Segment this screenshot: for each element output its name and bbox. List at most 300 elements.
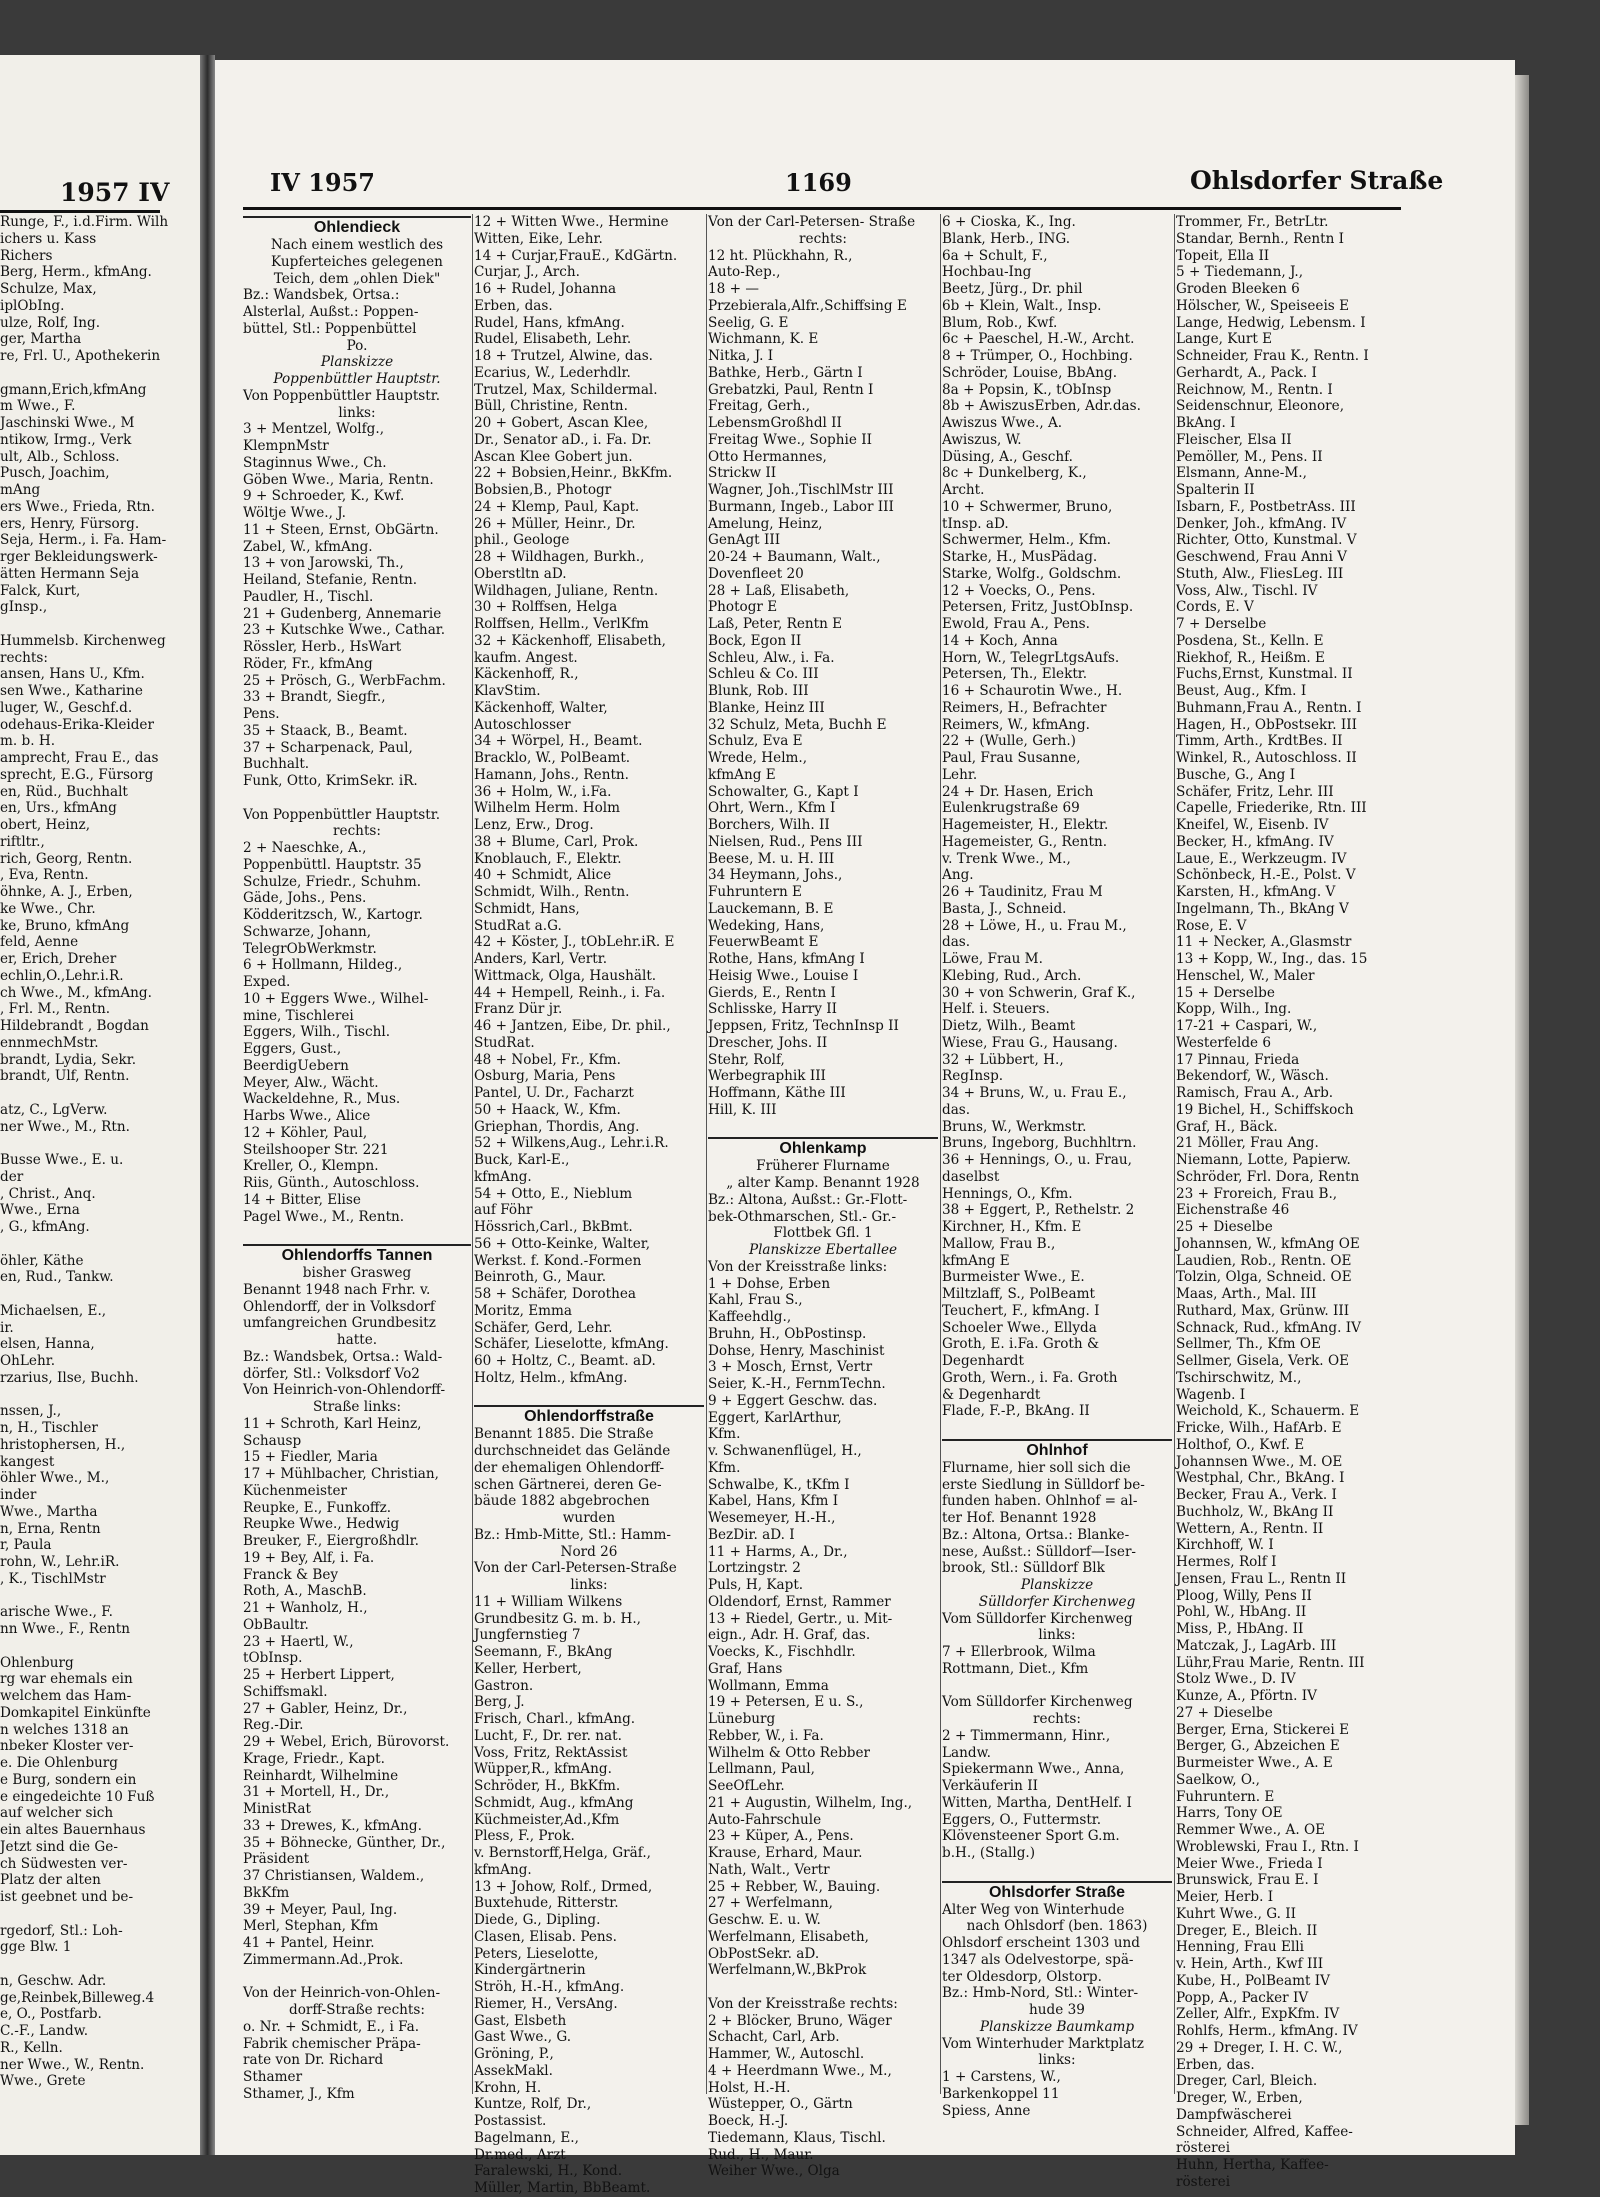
directory-entry-line: Reichnow, M., Rentn. I	[1176, 381, 1333, 398]
directory-entry-line: Johannsen, W., kfmAng OE	[1176, 1235, 1360, 1252]
directory-entry-line: 11 + Steen, Ernst, ObGärtn.	[243, 521, 439, 538]
directory-entry-line: Rose, E. V	[1176, 917, 1247, 934]
directory-entry-line: 23 + Froreich, Frau B.,	[1176, 1185, 1338, 1202]
directory-entry-line: Wollmann, Emma	[708, 1677, 829, 1694]
directory-entry-line: Groth, Wern., i. Fa. Groth	[942, 1369, 1118, 1386]
directory-entry-line: ObBaultr.	[243, 1616, 309, 1633]
directory-entry-line: Voss, Alw., Tischl. IV	[1176, 582, 1318, 599]
directory-entry-line: Hammer, W., Autoschl.	[708, 2046, 865, 2062]
directory-entry-line: Geschw. E. u. W.	[708, 1912, 821, 1928]
directory-entry-line: rösterei	[1176, 2173, 1231, 2190]
directory-entry-line: Stuth, Alw., FliesLeg. III	[1176, 565, 1344, 582]
street-note-line: Nach einem westlich des	[270, 237, 444, 253]
directory-entry-line: das.	[942, 1101, 971, 1118]
directory-entry-line: Dovenfleet 20	[708, 565, 804, 582]
directory-entry-line: 37 Christiansen, Waldem.,	[243, 1868, 425, 1884]
directory-entry-line: Staginnus Wwe., Ch.	[243, 454, 387, 471]
directory-entry-line: das.	[942, 934, 971, 951]
directory-entry-line: 4 + Heerdmann Wwe., M.,	[708, 2062, 892, 2079]
directory-entry-line: 33 + Brandt, Siegfr.,	[243, 689, 386, 706]
directory-entry-line: Ströh, H.-H., kfmAng.	[474, 1979, 625, 1995]
directory-entry-line: Holthof, O., Kwf. E	[1176, 1436, 1305, 1453]
directory-entry-line: Wüpper,R., kfmAng.	[474, 1761, 612, 1778]
directory-entry-line: Wagenb. I	[1176, 1386, 1246, 1403]
directory-entry-line: 40 + Schmidt, Alice	[474, 867, 612, 884]
directory-entry-line: re, Frl. U., Apothekerin	[0, 348, 161, 364]
directory-entry-line: ger, Martha	[0, 331, 82, 348]
street-note-line: rechts:	[1033, 1711, 1081, 1727]
directory-entry-line: ein altes Bauernhaus	[0, 1822, 146, 1838]
directory-entry-line: arische Wwe., F.	[0, 1604, 113, 1621]
directory-entry-line: 10 + Schwermer, Bruno,	[942, 498, 1113, 515]
directory-entry-line: Schwalbe, K., tKfm I	[708, 1476, 850, 1493]
directory-entry-line: Graf, H., Bäck.	[1176, 1118, 1278, 1135]
directory-entry-line: Schleu, Alw., i. Fa.	[708, 649, 835, 666]
directory-entry-line: nese, Außst.: Sülldorf—Iser-	[942, 1543, 1137, 1560]
directory-entry-line: Wackeldehne, R., Mus.	[243, 1091, 401, 1108]
page-street-header: Ohlsdorfer Straße	[1190, 166, 1444, 195]
directory-entry-line: Geschwend, Frau Anni V	[1176, 549, 1347, 565]
directory-entry-line: Ohrt, Wern., Kfm I	[708, 800, 836, 817]
directory-entry-line: 17 + Mühlbacher, Christian,	[243, 1466, 439, 1482]
directory-entry-line: StudRat a.G.	[474, 917, 562, 934]
directory-entry-line: Lellmann, Paul,	[708, 1761, 815, 1778]
directory-entry-line: elsen, Hanna,	[0, 1336, 95, 1353]
directory-entry-line: 13 + Riedel, Gertr., u. Mit-	[708, 1610, 893, 1627]
directory-entry-line: v. Trenk Wwe., M.,	[942, 850, 1071, 867]
directory-entry-line: 44 + Hempell, Reinh., i. Fa.	[474, 984, 666, 1001]
directory-entry-line: Schulze, Friedr., Schuhm.	[243, 873, 422, 890]
directory-entry-line: sen Wwe., Katharine	[0, 683, 143, 699]
directory-entry-line: ke Wwe., Chr.	[0, 900, 96, 917]
directory-entry-line: Burmeister Wwe., A. E	[1176, 1755, 1333, 1771]
directory-entry-line: Lange, Hedwig, Lebensm. I	[1176, 314, 1366, 331]
directory-entry-line: Ecarius, W., Lederhdlr.	[474, 364, 631, 381]
directory-entry-line: 20-24 + Baumann, Walt.,	[708, 549, 881, 565]
directory-entry-line: 11 + Schroth, Karl Heinz,	[243, 1415, 422, 1432]
directory-entry-line: mine, Tischlerei	[243, 1007, 354, 1024]
directory-entry-line: Blank, Herb., ING.	[942, 230, 1071, 247]
directory-entry-line: Pens.	[243, 706, 280, 722]
directory-entry-line: & Degenhardt	[942, 1386, 1041, 1403]
directory-entry-line: Jensen, Frau L., Rentn II	[1176, 1570, 1347, 1587]
directory-entry-line: BkAng. I	[1176, 415, 1236, 431]
directory-entry-line: TelegrObWerkmstr.	[243, 940, 377, 957]
directory-entry-line: Fricke, Wilh., HafArb. E	[1176, 1420, 1342, 1436]
directory-entry-line: Reimers, W., kfmAng.	[942, 716, 1090, 733]
column-divider	[1174, 214, 1175, 2094]
directory-entry-line: der ehemaligen Ohlendorff-	[474, 1459, 665, 1476]
directory-entry-line: kfmAng E	[942, 1252, 1010, 1269]
directory-entry-line: 37 + Scharpenack, Paul,	[243, 739, 413, 756]
directory-entry-line: Oldendorf, Ernst, Rammer	[708, 1593, 891, 1610]
directory-entry-line: 28 + Löwe, H., u. Frau M.,	[942, 917, 1127, 934]
directory-entry-line: Grundbesitz G. m. b. H.,	[474, 1610, 641, 1627]
directory-entry-line: Breuker, F., Eiergroßhdlr.	[243, 1533, 419, 1549]
directory-entry-line: Reinhardt, Wilhelmine	[243, 1767, 399, 1784]
directory-entry-line	[942, 1420, 1172, 1437]
directory-entry-line	[243, 1225, 471, 1242]
directory-entry-line: Isbarn, F., PostbetrAss. III	[1176, 498, 1356, 515]
directory-entry-line: 19 + Bey, Alf, i. Fa.	[243, 1549, 375, 1566]
directory-entry-line: schen Gärtnerei, deren Ge-	[474, 1476, 662, 1493]
directory-entry-line: Hagen, H., ObPostsekr. III	[1176, 716, 1357, 733]
directory-entry-line: Meyer, Alw., Wächt.	[243, 1074, 379, 1091]
directory-entry-line: funden haben. Ohlnhof = al-	[942, 1493, 1138, 1510]
directory-entry-line: bek-Othmarschen, Stl.- Gr.-	[708, 1208, 897, 1225]
directory-entry-line: Sellmer, Th., Kfm OE	[1176, 1336, 1321, 1353]
directory-entry-line: 34 + Bruns, W., u. Frau E.,	[942, 1085, 1127, 1101]
directory-entry-line: 13 + von Jarowski, Th.,	[243, 555, 404, 572]
directory-column-2	[474, 214, 704, 2196]
directory-entry-line: 56 + Otto-Keinke, Walter,	[474, 1235, 651, 1252]
directory-entry-line: Keller, Herbert,	[474, 1660, 582, 1677]
directory-entry-line: Popp, A., Packer IV	[1176, 1989, 1309, 2006]
directory-entry-line: Gierds, E., Rentn I	[708, 984, 836, 1001]
directory-entry-line: 6 + Cioska, K., Ing.	[942, 214, 1076, 230]
street-section-heading: Ohlendieck	[243, 216, 471, 237]
directory-entry-line: e, O., Postfarb.	[0, 2006, 102, 2023]
directory-entry-line: Fuchs,Ernst, Kunstmal. II	[1176, 666, 1353, 683]
directory-entry-line: Laß, Peter, Rentn E	[708, 616, 843, 632]
directory-entry-line: Tschirschwitz, M.,	[1176, 1369, 1302, 1386]
directory-entry-line: Sthamer, J., Kfm	[243, 2085, 355, 2102]
directory-entry-line: RegInsp.	[942, 1068, 1004, 1085]
directory-entry-line: BezDir. aD. I	[708, 1526, 795, 1543]
directory-entry-line: 46 + Jantzen, Eibe, Dr. phil.,	[474, 1018, 671, 1034]
directory-entry-line: Meier Wwe., Frieda I	[1176, 1855, 1323, 1872]
directory-entry-line	[0, 1387, 188, 1404]
directory-entry-line: Busse Wwe., E. u.	[0, 1152, 124, 1168]
directory-entry-line: 18 + —	[708, 281, 759, 297]
directory-entry-line: 16 + Rudel, Johanna	[474, 281, 617, 297]
directory-entry-line: Bz.: Hmb-Nord, Stl.: Winter-	[942, 1985, 1139, 2002]
directory-entry-line: Seelig, G. E	[708, 314, 789, 331]
directory-entry-line: Fabrik chemischer Präpa-	[243, 2035, 421, 2052]
directory-entry-line: en, Rud., Tankw.	[0, 1269, 114, 1286]
directory-entry-line: Göben Wwe., Maria, Rentn.	[243, 471, 434, 488]
directory-entry-line: Wagner, Joh.,TischlMstr III	[708, 482, 894, 498]
directory-entry-line: Standar, Bernh., Rentn I	[1176, 230, 1345, 247]
directory-entry-line: rich, Georg, Rentn.	[0, 850, 133, 867]
directory-entry-line: Topeit, Ella II	[1176, 247, 1270, 264]
directory-entry-line: Benannt 1885. Die Straße	[474, 1426, 654, 1443]
directory-entry-line: Otto Hermannes,	[708, 448, 827, 465]
directory-entry-line: Schröder, Louise, BbAng.	[942, 364, 1118, 381]
directory-entry-line: Strickw II	[708, 465, 777, 482]
directory-entry-line: n, Erna, Rentn	[0, 1520, 101, 1537]
directory-entry-line: 2 + Naeschke, A.,	[243, 840, 367, 856]
directory-entry-line: 13 + Kopp, W., Ing., das. 15	[1176, 951, 1368, 967]
directory-entry-line: Rössler, Herb., HsWart	[243, 639, 402, 655]
directory-entry-line: Blum, Rob., Kwf.	[942, 314, 1058, 331]
directory-entry-line: Rolffsen, Hellm., VerlKfm	[474, 616, 649, 632]
directory-entry-line: atz, C., LgVerw.	[0, 1101, 108, 1118]
directory-entry-line: Kuhrt Wwe., G. II	[1176, 1905, 1297, 1922]
directory-entry-line: Bruhn, H., ObPostinsp.	[708, 1325, 867, 1342]
street-note-line: rechts:	[799, 230, 847, 247]
directory-entry-line: Kaffeehdlg.,	[708, 1309, 792, 1325]
directory-entry-line	[243, 790, 471, 807]
directory-entry-line: rechts:	[0, 649, 48, 666]
directory-entry-line: 25 + Prösch, G., WerbFachm.	[243, 672, 446, 689]
directory-entry-line: 12 + Witten Wwe., Hermine	[474, 214, 669, 230]
directory-entry-line: Domkapitel Einkünfte	[0, 1704, 151, 1721]
directory-entry-line: Maas, Arth., Mal. III	[1176, 1286, 1317, 1302]
directory-entry-line: 34 Heymann, Johs.,	[708, 867, 843, 884]
directory-entry-line: 1 + Dohse, Erben	[708, 1275, 831, 1292]
directory-entry-line: 20 + Gobert, Ascan Klee,	[474, 415, 649, 431]
directory-entry-line	[0, 1906, 188, 1923]
directory-entry-line: phil., Geologe	[474, 532, 570, 549]
directory-entry-line: rate von Dr. Richard	[243, 2052, 384, 2069]
directory-entry-line: brook, Stl.: Sülldorf Blk	[942, 1560, 1105, 1577]
directory-entry-line: Heisig Wwe., Louise I	[708, 967, 859, 984]
directory-entry-line: 25 + Herbert Lippert,	[243, 1667, 395, 1683]
directory-entry-line: Berg, Herm., kfmAng.	[0, 264, 152, 281]
directory-entry-line: Wichmann, K. E	[708, 331, 819, 348]
directory-entry-line: 30 + von Schwerin, Graf K.,	[942, 984, 1136, 1001]
directory-entry-line: Wildhagen, Juliane, Rentn.	[474, 582, 659, 599]
directory-entry-line: Kuntze, Rolf, Dr.,	[474, 2096, 592, 2113]
directory-entry-line: e. Die Ohlenburg	[0, 1755, 119, 1771]
directory-entry-line: SeeOfLehr.	[708, 1778, 785, 1794]
directory-entry-line: OhLehr.	[0, 1353, 56, 1369]
directory-entry-line	[0, 1286, 188, 1303]
directory-entry-line: v. Hein, Arth., Kwf III	[1176, 1956, 1324, 1972]
directory-entry-line: Horn, W., TelegrLtgsAufs.	[942, 649, 1120, 666]
directory-entry-line: 14 + Koch, Anna	[942, 632, 1058, 649]
directory-entry-line: Hummelsb. Kirchenweg	[0, 632, 166, 649]
directory-entry-line: Curjar, J., Arch.	[474, 264, 580, 281]
street-section-heading: Ohlnhof	[942, 1439, 1172, 1460]
directory-entry-line: Pohl, W., HbAng. II	[1176, 1604, 1307, 1621]
directory-entry-line: Dreger, Carl, Bleich.	[1176, 2073, 1318, 2090]
directory-entry-line: Heiland, Stefanie, Rentn.	[243, 572, 418, 588]
directory-entry-line: 11 + Necker, A.,Glasmstr	[1176, 934, 1352, 951]
directory-entry-line: Schwarze, Johann,	[243, 923, 372, 940]
directory-entry-line: Ruthard, Max, Grünw. III	[1176, 1302, 1350, 1319]
directory-column-5	[1176, 214, 1404, 2190]
directory-column-3	[708, 214, 938, 2180]
directory-entry-line: Klövensteener Sport G.m.	[942, 1828, 1120, 1845]
page-edge	[1515, 75, 1529, 2125]
directory-entry-line: Wedeking, Hans,	[708, 917, 825, 934]
directory-entry-line: dörfer, Stl.: Volksdorf Vo2	[243, 1365, 420, 1382]
directory-column-1	[243, 214, 471, 2114]
directory-entry-line: 8c + Dunkelberg, K.,	[942, 465, 1087, 482]
directory-entry-line: Kirchhoff, W. I	[1176, 1537, 1274, 1554]
directory-entry-line: Dr.med., Arzt	[474, 2146, 566, 2163]
directory-entry-line: Buchhalt.	[243, 756, 310, 773]
directory-entry-line: e eingedeichte 10 Fuß	[0, 1788, 155, 1805]
directory-entry-line: Schäfer, Lieselotte, kfmAng.	[474, 1336, 669, 1353]
directory-entry-line: öhler Wwe., M.,	[0, 1470, 110, 1487]
directory-entry-line: rohn, W., Lehr.iR.	[0, 1554, 120, 1570]
planskizze-note: Planskizze	[1020, 1577, 1094, 1593]
directory-entry-line: Lühr,Frau Marie, Rentn. III	[1176, 1654, 1365, 1671]
directory-entry-line: 52 + Wilkens,Aug., Lehr.i.R.	[474, 1135, 669, 1152]
directory-entry-line: Seja, Herm., i. Fa. Ham-	[0, 532, 167, 549]
directory-entry-line: Spiess, Anne	[942, 2102, 1031, 2119]
directory-entry-line: Eggers, Gust.,	[243, 1041, 342, 1057]
directory-entry-line: Ohlendorff, der in Volksdorf	[243, 1298, 435, 1315]
directory-entry-line: Henschel, W., Maler	[1176, 967, 1315, 984]
street-note-line: links:	[338, 404, 376, 421]
directory-entry-line: Krause, Erhard, Maur.	[708, 1845, 863, 1861]
directory-entry-line: Landw.	[942, 1744, 991, 1761]
directory-entry-line: rgedorf, Stl.: Loh-	[0, 1922, 123, 1939]
directory-entry-line: StudRat.	[474, 1034, 535, 1051]
directory-entry-line: Kneifel, W., Eisenb. IV	[1176, 817, 1329, 833]
directory-entry-line: Wesemeyer, H.-H.,	[708, 1510, 836, 1526]
directory-entry-line: Trommer, Fr., BetrLtr.	[1176, 214, 1329, 230]
directory-entry-line: Przebierala,Alfr.,Schiffsing E	[708, 297, 907, 314]
directory-entry-line: Pemöller, M., Pens. II	[1176, 448, 1323, 465]
directory-entry-line	[0, 1588, 188, 1605]
directory-entry-line: 34 + Wörpel, H., Beamt.	[474, 733, 643, 750]
directory-entry-line: Von der Carl-Petersen- Straße	[708, 214, 916, 230]
directory-entry-line: 29 + Webel, Erich, Bürovorst.	[243, 1734, 450, 1750]
directory-entry-line: Michaelsen, E.,	[0, 1302, 107, 1319]
directory-entry-line: Awiszus Wwe., A.	[942, 415, 1063, 431]
directory-entry-line: Beetz, Jürg., Dr. phil	[942, 281, 1083, 297]
directory-entry-line: Dietz, Wilh., Beamt	[942, 1018, 1076, 1034]
directory-entry-line: Von der Heinrich-von-Ohlen-	[243, 1985, 441, 2002]
directory-entry-line: v. Bernstorff,Helga, Gräf.,	[474, 1845, 651, 1861]
directory-entry-line: Weichold, K., Schauerm. E	[1176, 1403, 1360, 1420]
street-note-line: Teich, dem „ohlen Diek"	[273, 270, 441, 287]
directory-entry-line: Schwermer, Helm., Kfm.	[942, 532, 1111, 549]
directory-entry-line: Hamann, Johs., Rentn.	[474, 766, 630, 783]
directory-entry-line: 22 + Bobsien,Heinr., BkKfm.	[474, 465, 673, 482]
directory-entry-line: Schoeler Wwe., Ellyda	[942, 1319, 1097, 1336]
directory-entry-line: Stehr, Rolf,	[708, 1051, 785, 1068]
directory-entry-line: kfmAng.	[474, 1861, 532, 1878]
directory-entry-line: Flurname, hier soll sich die	[942, 1459, 1131, 1476]
directory-entry-line: Runge, F., i.d.Firm. Wilh	[0, 214, 169, 230]
directory-entry-line	[0, 1085, 188, 1102]
directory-entry-line: Bock, Egon II	[708, 632, 802, 649]
directory-entry-line: 17 Pinnau, Frieda	[1176, 1051, 1300, 1068]
directory-entry-line: 23 + Küper, A., Pens.	[708, 1828, 854, 1845]
directory-entry-line: Berger, G., Abzeichen E	[1176, 1738, 1340, 1755]
directory-entry-line: Huhn, Hertha, Kaffee-	[1176, 2157, 1329, 2173]
directory-entry-line: Blunk, Rob. III	[708, 683, 809, 699]
street-section-heading: Ohlendorffstraße	[474, 1405, 704, 1426]
directory-entry-line: ulze, Rolf, Ing.	[0, 314, 101, 331]
directory-entry-line: Berg, J.	[474, 1694, 525, 1711]
directory-entry-line: er, Erich, Dreher	[0, 951, 117, 967]
directory-entry-line: Schmidt, Hans,	[474, 900, 580, 917]
planskizze-note: Sülldorfer Kirchenweg	[978, 1593, 1136, 1610]
directory-entry-line: Vom Sülldorfer Kirchenweg	[942, 1694, 1133, 1711]
directory-entry-line: , K., TischlMstr	[0, 1570, 106, 1587]
directory-entry-line: Schneider, Frau K., Rentn. I	[1176, 348, 1369, 364]
page-number: 1169	[785, 168, 852, 197]
directory-entry-line: Amelung, Heinz,	[708, 515, 823, 532]
directory-entry-line	[708, 1979, 938, 1996]
directory-entry-line: Von Poppenbüttler Hauptstr.	[243, 806, 441, 823]
directory-entry-line: Paul, Frau Susanne,	[942, 750, 1081, 766]
directory-entry-line: Bathke, Herb., Gärtn I	[708, 364, 863, 381]
directory-entry-line: 32 + Käckenhoff, Elisabeth,	[474, 632, 666, 649]
directory-entry-line: Jetzt sind die Ge-	[0, 1838, 118, 1855]
directory-entry-line: Lortzingstr. 2	[708, 1560, 801, 1577]
directory-entry-line: nssen, J.,	[0, 1403, 62, 1420]
directory-entry-line: n, H., Tischler	[0, 1420, 98, 1436]
directory-entry-line: Kube, H., PolBeamt IV	[1176, 1972, 1330, 1989]
directory-entry-line: 14 + Bitter, Elise	[243, 1191, 361, 1208]
directory-entry-line: 38 + Blume, Carl, Prok.	[474, 833, 639, 850]
directory-entry-line: 27 + Werfelmann,	[708, 1895, 833, 1912]
street-note-line: nach Ohlsdorf (ben. 1863)	[966, 1918, 1148, 1935]
directory-entry-line: Gast, Elsbeth	[474, 2012, 567, 2029]
column-divider	[940, 214, 941, 2094]
directory-entry-line: 7 + Ellerbrook, Wilma	[942, 1644, 1096, 1660]
directory-entry-line: KlempnMstr	[243, 438, 329, 454]
directory-entry-line: Groth, E. i.Fa. Groth &	[942, 1336, 1100, 1353]
directory-entry-line: ner Wwe., W., Rentn.	[0, 2056, 145, 2073]
directory-entry-line: Saelkow, O.,	[1176, 1771, 1260, 1788]
directory-entry-line: Ködderitzsch, W., Kartogr.	[243, 907, 423, 923]
directory-entry-line: 14 + Curjar,FrauE., KdGärtn.	[474, 247, 678, 264]
directory-entry-line: 8b + AwiszusErben, Adr.das.	[942, 398, 1141, 415]
directory-entry-line: 27 + Gabler, Heinz, Dr.,	[243, 1700, 408, 1717]
directory-entry-line: Starke, Wolfg., Goldschm.	[942, 565, 1122, 582]
directory-entry-line: Rohlfs, Herm., kfmAng. IV	[1176, 2023, 1358, 2039]
directory-entry-line: Käckenhoff, Walter,	[474, 699, 608, 716]
street-note-line: Straße links:	[312, 1399, 402, 1415]
directory-entry-line: Vom Sülldorfer Kirchenweg	[942, 1610, 1133, 1627]
directory-entry-line: Wiese, Frau G., Hausang.	[942, 1034, 1118, 1051]
directory-entry-line: Kabel, Hans, Kfm I	[708, 1493, 839, 1510]
directory-entry-line: Cords, E. V	[1176, 599, 1254, 616]
directory-entry-line: Werfelmann, Elisabeth,	[708, 1928, 869, 1945]
directory-entry-line: Schnack, Rud., kfmAng. IV	[1176, 1319, 1361, 1336]
directory-entry-line: , Eva, Rentn.	[0, 867, 89, 884]
directory-entry-line: 28 + Wildhagen, Burkh.,	[474, 549, 645, 565]
directory-entry-line: 6b + Klein, Walt., Insp.	[942, 297, 1102, 314]
directory-entry-line: Bekendorf, W., Wäsch.	[1176, 1068, 1329, 1085]
street-note-line: bisher Grasweg	[302, 1265, 412, 1281]
directory-entry-line: inder	[0, 1487, 37, 1503]
directory-entry-line: Erben, das.	[474, 297, 553, 314]
directory-entry-line: riftltr.,	[0, 833, 45, 850]
directory-entry-line: Spalterin II	[1176, 482, 1255, 498]
directory-entry-line: Wwe., Grete	[0, 2073, 86, 2090]
directory-entry-line: Sellmer, Gisela, Verk. OE	[1176, 1353, 1350, 1369]
directory-entry-line: 31 + Mortell, H., Dr.,	[243, 1784, 390, 1801]
directory-entry-line: Alter Weg von Winterhude	[942, 1901, 1125, 1918]
directory-entry-line: Verkäuferin II	[942, 1778, 1038, 1794]
directory-entry-line: 8a + Popsin, K., tObInsp	[942, 381, 1112, 398]
directory-entry-line: Autoschlosser	[474, 716, 571, 733]
directory-entry-line: Burmeister Wwe., E.	[942, 1269, 1085, 1286]
directory-entry-line: R., Kelln.	[0, 2039, 63, 2056]
directory-entry-line: feld, Aenne	[0, 934, 79, 951]
directory-entry-line: Schowalter, G., Kapt I	[708, 783, 859, 800]
directory-entry-line: Büll, Christine, Rentn.	[474, 398, 628, 415]
directory-entry-line: 2 + Blöcker, Bruno, Wäger	[708, 2012, 892, 2029]
directory-entry-line: Becker, H., kfmAng. IV	[1176, 833, 1334, 850]
directory-entry-line: bäude 1882 abgebrochen	[474, 1493, 650, 1510]
directory-entry-line: e Burg, sondern ein	[0, 1771, 137, 1788]
directory-entry-line: ichers u. Kass	[0, 230, 97, 247]
directory-entry-line: 11 + Harms, A., Dr.,	[708, 1543, 848, 1560]
directory-entry-line: Franz Dür jr.	[474, 1001, 563, 1018]
directory-entry-line: kfmAng.	[474, 1168, 532, 1185]
